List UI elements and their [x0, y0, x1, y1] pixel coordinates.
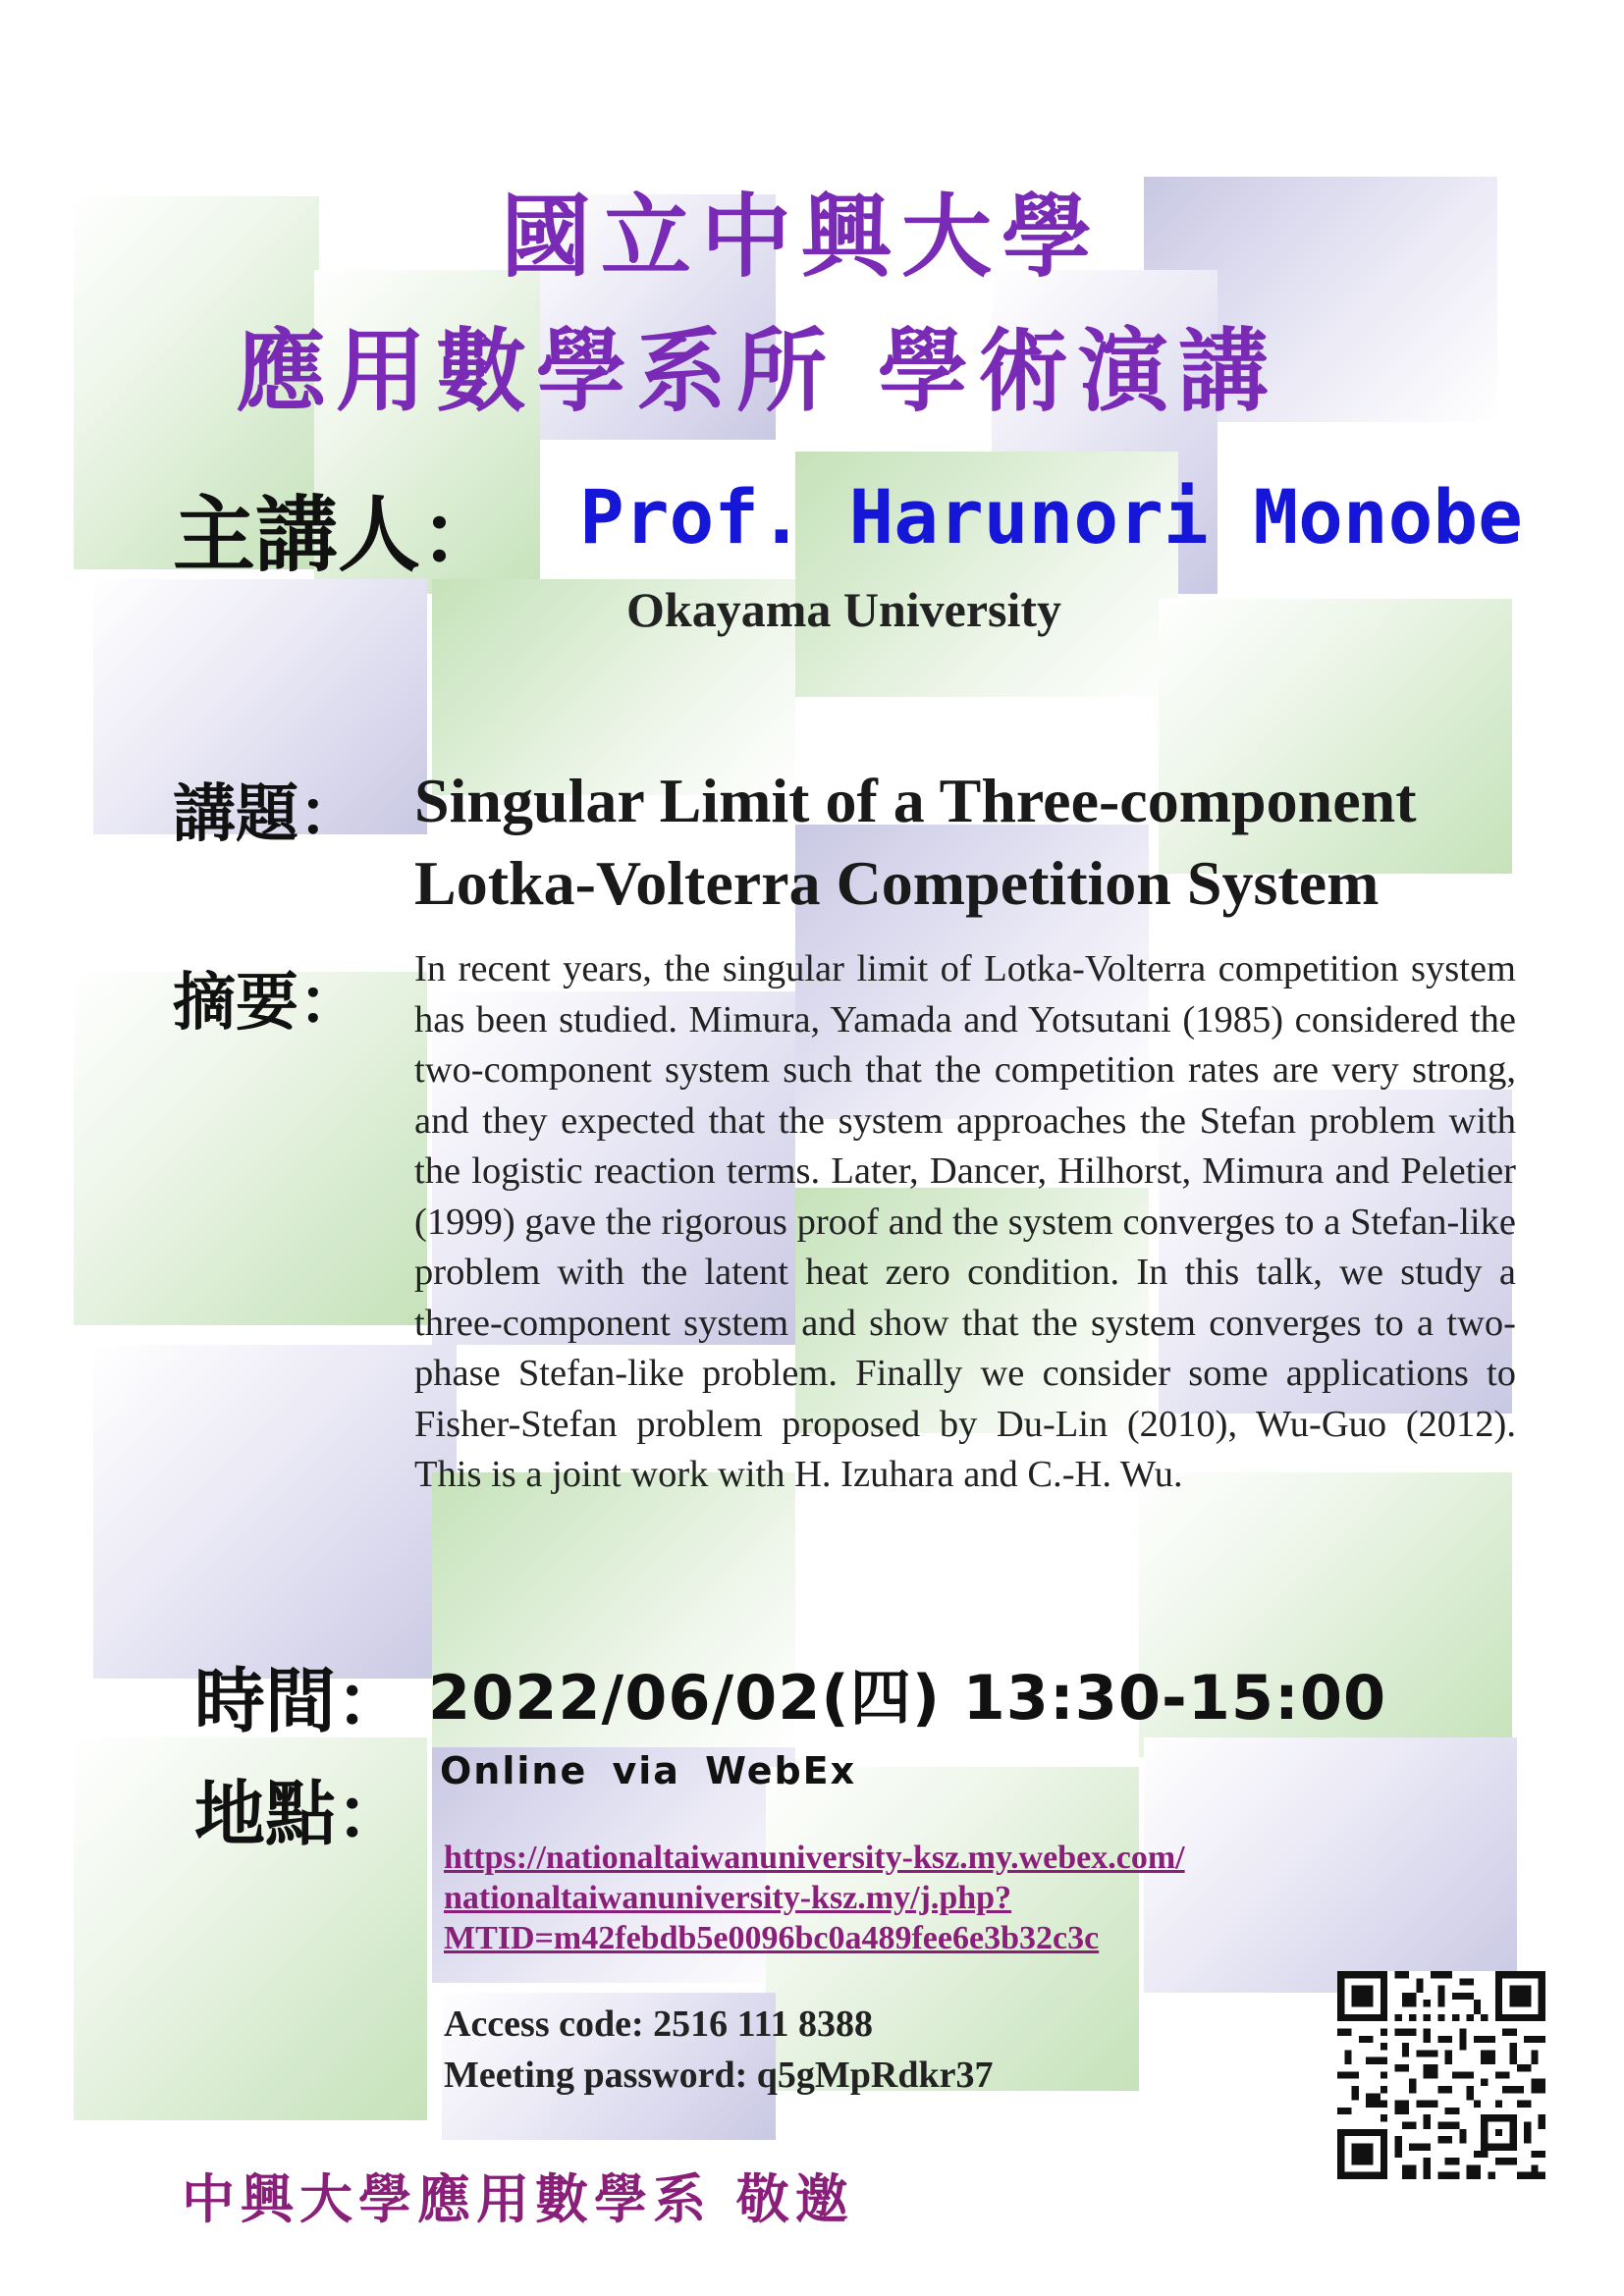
time-label: 時間： — [194, 1660, 407, 1742]
university-title: 國立中興大學 — [501, 184, 1103, 290]
department-event-title: 應用數學系所 學術演講 — [236, 318, 1279, 424]
abstract-label: 摘要： — [173, 967, 361, 1040]
footer-host: 中興大學應用數學系 敬邀 — [182, 2167, 854, 2230]
speaker-name: Prof. Harunori Monobe — [579, 473, 1523, 561]
talk-title — [414, 760, 1573, 925]
qr-code-icon — [1337, 1971, 1545, 2179]
access-code: Access code: 2516 111 8388 — [444, 2003, 873, 2045]
venue-value: Online via WebEx — [440, 1749, 857, 1792]
meeting-link-line[interactable]: MTID=m42febdb5e0096bc0a489fee6e3b32c3c — [444, 1920, 1100, 1956]
bg-tile — [93, 1345, 457, 1679]
title-label: 講題： — [173, 778, 361, 851]
speaker-affiliation: Okayama University — [626, 582, 1062, 637]
access-info — [444, 1999, 993, 2101]
talk-title-line: Singular Limit of a Three-component — [414, 766, 1417, 835]
meeting-link[interactable] — [444, 1838, 1185, 1958]
talk-title-line: Lotka-Volterra Competition System — [414, 848, 1380, 918]
speaker-label: 主講人： — [173, 487, 504, 583]
bg-tile — [1144, 1737, 1517, 1993]
datetime-value: 2022/06/02(四) 13:30-15:00 — [428, 1662, 1387, 1734]
place-label: 地點： — [194, 1773, 407, 1855]
meeting-link-line[interactable]: nationaltaiwanuniversity-ksz.my/j.php? — [444, 1880, 1012, 1916]
meeting-link-line[interactable]: https://nationaltaiwanuniversity-ksz.my.webex.com/ — [444, 1840, 1185, 1876]
meeting-password: Meeting password: q5gMpRdkr37 — [444, 2055, 994, 2096]
abstract-text: In recent years, the singular limit of Lotka-Volterra competition system has been studied. Mimura, Yamada and Yotsutani (1985) considered the two-component system such that the competition rates are very strong, and they expected that the system approaches the Stefan problem with the logistic reaction terms. Later, Dancer, Hilhorst, Mimura and Peletier (1999) gave the rigorous proof and the system converges to a Stefan-like problem with the latent heat zero condition. In this talk, we study a three-component system and show that the system converges to a two-phase Stefan-like problem. Finally we consider some applications to Fisher-Stefan problem proposed by Du-Lin (2010), Wu-Guo (2012). This is a joint work with H. Izuhara and C.-H. Wu. — [414, 948, 1516, 1495]
